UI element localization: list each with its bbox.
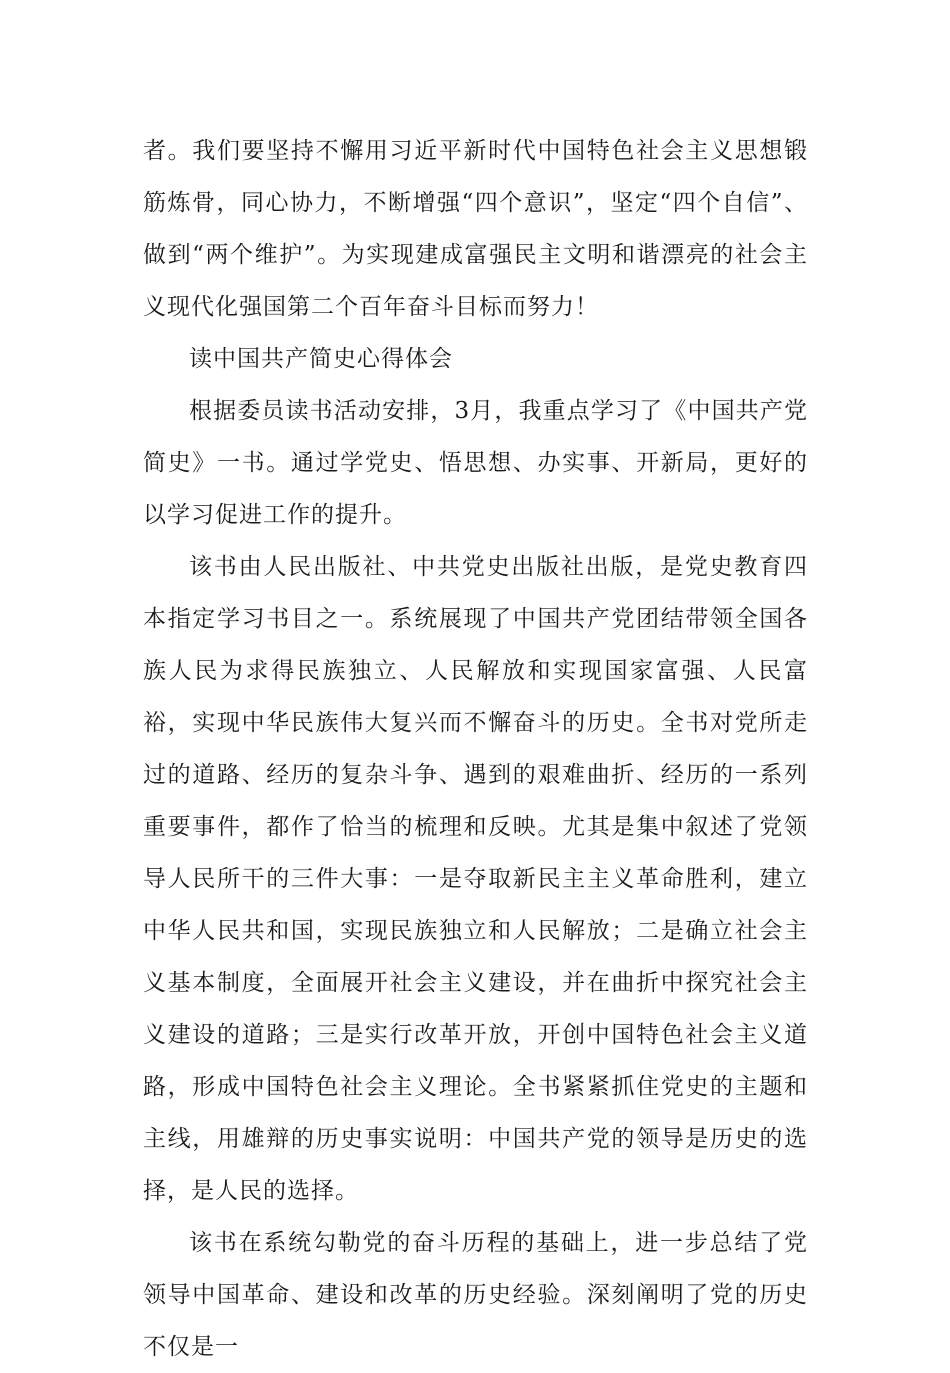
section-title: 读中国共产简史心得体会 <box>189 346 453 372</box>
paragraph-book-summary: 该书由人民出版社、中共党史出版社出版，是党史教育四本指定学习书目之一。系统展现了中国共产党团结带领全国各族人民为求得民族独立、人民解放和实现国家富强、人民富裕，实现中华民族伟大复兴而不懈奋斗的历史。全书对党所走过的道路、经历的复杂斗争、遇到的艰难曲折、经历的一系列重要事件，都作了恰当的梳理和反映。尤其是集中叙述了党领导人民所干的三件大事：一是夺取新民主主义革命胜利，建立中华人民共和国，实现民族独立和人民解放；二是确立社会主义基本制度，全面展开社会主义建设，并在曲折中探究社会主义建设的道路；三是实行改革开放，开创中国特色社会主义道路，形成中国特色社会主义理论。全书紧紧抓住党史的主题和主线，用雄辩的历史事实说明：中国共产党的领导是历史的选择，是人民的选择。 <box>143 554 808 1204</box>
paragraph-experience: 该书在系统勾勒党的奋斗历程的基础上，进一步总结了党领导中国革命、建设和改革的历史经验。深刻阐明了党的历史不仅是一 <box>143 1230 808 1360</box>
paragraph-intro: 根据委员读书活动安排，3月，我重点学习了《中国共产党简史》一书。通过学党史、悟思想、办实事、开新局，更好的以学习促进工作的提升。 <box>143 398 808 528</box>
paragraph-continuation: 者。我们要坚持不懈用习近平新时代中国特色社会主义思想锻筋炼骨，同心协力，不断增强“四个意识”，坚定“四个自信”、做到“两个维护”。为实现建成富强民主文明和谐漂亮的社会主义现代化强国第二个百年奋斗目标而努力！ <box>143 138 808 320</box>
document-body <box>143 125 808 1373</box>
